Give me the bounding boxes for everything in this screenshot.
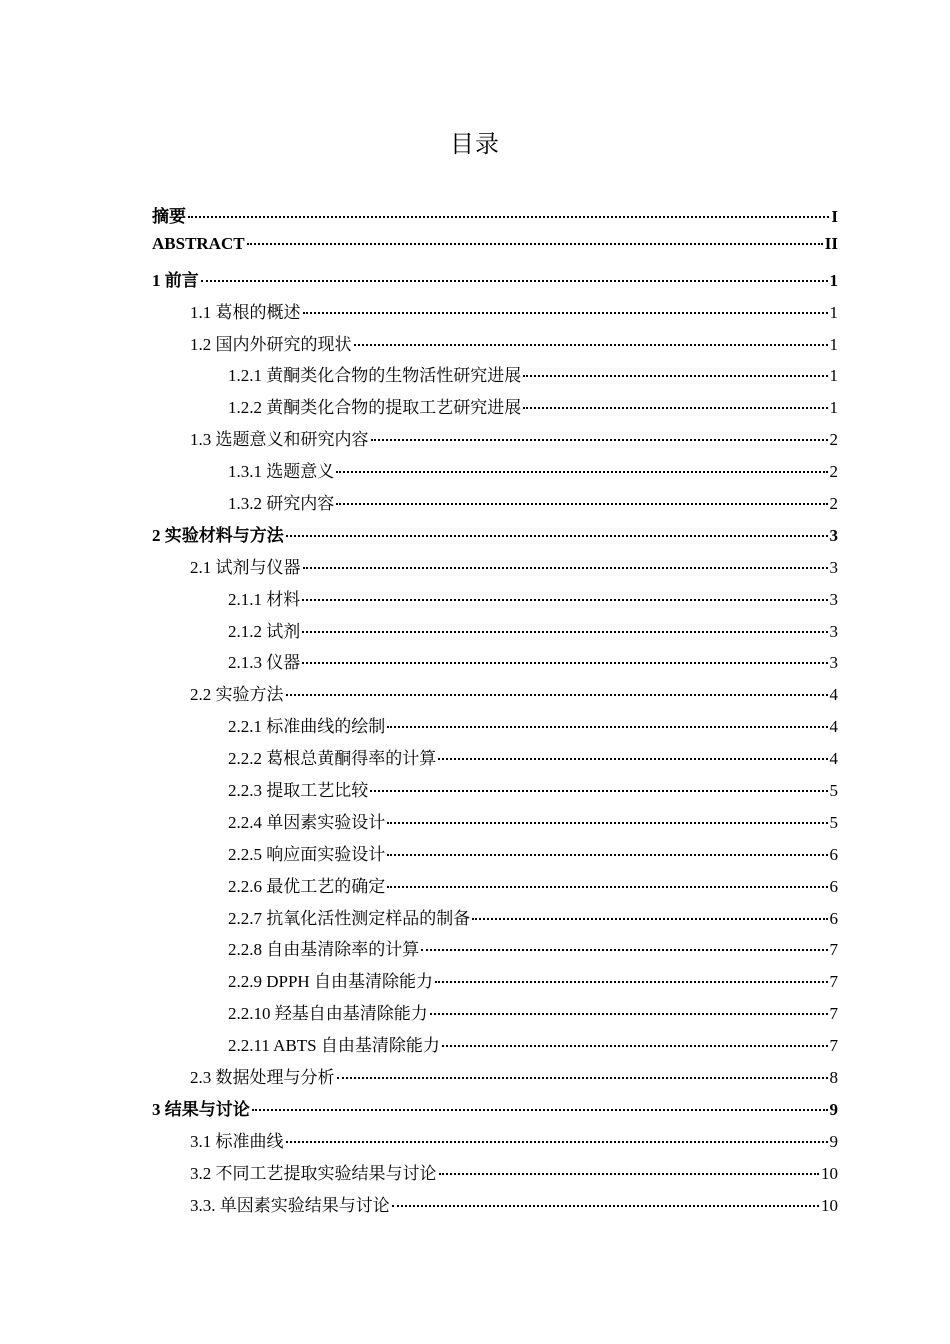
toc-entry-label: 2.2.10 羟基自由基清除能力 — [228, 1004, 428, 1024]
toc-entry-label: 2.2.3 提取工艺比较 — [228, 781, 369, 801]
toc-entry[interactable] — [152, 904, 838, 936]
toc-entry-label: 2.1.3 仪器 — [228, 653, 301, 673]
toc-dot-leader — [247, 243, 823, 245]
toc-entry-label: 1.2 国内外研究的现状 — [190, 334, 352, 354]
toc-dot-leader — [438, 758, 827, 760]
toc-entry-label: 1 前言 — [152, 270, 199, 290]
toc-entry-label: 3.3. 单因素实验结果与讨论 — [190, 1195, 390, 1215]
toc-entry[interactable] — [152, 361, 838, 393]
toc-dot-leader — [252, 1109, 828, 1111]
toc-dot-leader — [523, 375, 827, 377]
toc-entry[interactable] — [152, 298, 838, 330]
toc-dot-leader — [421, 949, 827, 951]
toc-entry-label: 2.1 试剂与仪器 — [190, 557, 301, 577]
toc-entry-label: 2.2 实验方法 — [190, 685, 284, 705]
toc-entry-label: 2 实验材料与方法 — [152, 525, 284, 545]
toc-entry-page-number: 4 — [829, 717, 838, 737]
toc-entry-label: 2.2.2 葛根总黄酮得率的计算 — [228, 749, 437, 769]
toc-dot-leader — [435, 981, 828, 983]
toc-entry-label: 摘要 — [152, 207, 186, 226]
toc-entry[interactable] — [152, 1063, 838, 1095]
toc-entry-page-number: 1 — [829, 334, 838, 354]
toc-entry-page-number: 6 — [829, 844, 838, 864]
toc-entry[interactable] — [152, 872, 838, 904]
toc-entry[interactable] — [152, 999, 838, 1031]
toc-entry-label: 2.2.6 最优工艺的确定 — [228, 876, 386, 896]
toc-entry-page-number: 6 — [829, 876, 838, 896]
toc-entry-page-number: 6 — [829, 908, 838, 928]
toc-dot-leader — [387, 822, 827, 824]
toc-entry-label: 2.3 数据处理与分析 — [190, 1068, 335, 1088]
toc-entry-page-number: 1 — [829, 302, 838, 322]
toc-dot-leader — [336, 503, 827, 505]
toc-dot-leader — [439, 1173, 820, 1175]
toc-entry[interactable] — [152, 393, 838, 425]
toc-entry-page-number: II — [824, 233, 838, 253]
toc-entry-page-number: 4 — [829, 685, 838, 705]
toc-entry-page-number: 3 — [829, 653, 838, 673]
toc-entry[interactable] — [152, 617, 838, 649]
toc-entry-page-number: I — [831, 207, 838, 226]
toc-entry-label: 2.2.1 标准曲线的绘制 — [228, 717, 386, 737]
toc-entry[interactable] — [152, 1159, 838, 1191]
toc-entry-page-number: 7 — [829, 940, 838, 960]
toc-entry-page-number: 5 — [829, 781, 838, 801]
toc-entry-page-number: 4 — [829, 749, 838, 769]
toc-dot-leader — [303, 567, 828, 569]
toc-entry-label: ABSTRACT — [152, 233, 245, 253]
toc-entry[interactable] — [152, 202, 838, 234]
toc-entry[interactable] — [152, 1191, 838, 1223]
toc-dot-leader — [387, 854, 827, 856]
toc-entry-label: 1.1 葛根的概述 — [190, 302, 301, 322]
toc-entry[interactable] — [152, 744, 838, 776]
toc-entry-page-number: 9 — [829, 1131, 838, 1151]
table-of-contents — [152, 202, 838, 1223]
toc-dot-leader — [336, 471, 827, 473]
toc-entry[interactable] — [152, 585, 838, 617]
toc-entry-label: 1.3.2 研究内容 — [228, 494, 335, 514]
toc-entry[interactable] — [152, 489, 838, 521]
toc-dot-leader — [472, 918, 827, 920]
toc-entry-page-number: 7 — [829, 1036, 838, 1056]
toc-entry-page-number: 3 — [829, 589, 838, 609]
toc-entry-page-number: 5 — [829, 812, 838, 832]
toc-dot-leader — [286, 535, 828, 537]
toc-entry-page-number: 2 — [829, 430, 838, 450]
toc-entry-page-number: 3 — [829, 557, 838, 577]
toc-entry-label: 2.1.1 材料 — [228, 589, 301, 609]
toc-entry[interactable] — [152, 712, 838, 744]
toc-entry[interactable] — [152, 521, 838, 553]
toc-entry[interactable] — [152, 935, 838, 967]
toc-entry-label: 2.2.9 DPPH 自由基清除能力 — [228, 972, 433, 992]
toc-dot-leader — [387, 886, 827, 888]
toc-entry[interactable] — [152, 776, 838, 808]
toc-dot-leader — [387, 726, 827, 728]
toc-dot-leader — [188, 216, 829, 218]
toc-entry-page-number: 9 — [829, 1099, 838, 1119]
toc-entry[interactable] — [152, 553, 838, 585]
toc-entry-page-number: 3 — [829, 621, 838, 641]
toc-entry-page-number: 7 — [829, 972, 838, 992]
toc-entry-label: 2.2.5 响应面实验设计 — [228, 844, 386, 864]
toc-entry[interactable] — [152, 1031, 838, 1063]
toc-dot-leader — [303, 312, 828, 314]
toc-entry-label: 1.3.1 选题意义 — [228, 462, 335, 482]
toc-entry[interactable] — [152, 425, 838, 457]
toc-entry-label: 2.2.8 自由基清除率的计算 — [228, 940, 420, 960]
toc-entry[interactable] — [152, 1127, 838, 1159]
toc-entry[interactable] — [152, 680, 838, 712]
toc-entry-label: 2.2.7 抗氧化活性测定样品的制备 — [228, 908, 471, 928]
toc-entry-page-number: 1 — [829, 398, 838, 418]
toc-entry[interactable] — [152, 808, 838, 840]
toc-entry-page-number: 8 — [829, 1068, 838, 1088]
toc-entry-label: 3.1 标准曲线 — [190, 1131, 284, 1151]
toc-entry-page-number: 2 — [829, 494, 838, 514]
toc-dot-leader — [286, 694, 828, 696]
toc-dot-leader — [354, 344, 828, 346]
toc-dot-leader — [201, 280, 828, 282]
toc-dot-leader — [370, 790, 827, 792]
toc-entry-label: 1.2.1 黄酮类化合物的生物活性研究进展 — [228, 366, 522, 386]
toc-dot-leader — [302, 631, 827, 633]
toc-dot-leader — [392, 1205, 819, 1207]
toc-entry[interactable] — [152, 1095, 838, 1127]
toc-entry[interactable] — [152, 967, 838, 999]
toc-entry-label: 2.2.11 ABTS 自由基清除能力 — [228, 1036, 440, 1056]
toc-entry-page-number: 7 — [829, 1004, 838, 1024]
toc-dot-leader — [442, 1045, 828, 1047]
toc-entry[interactable] — [152, 266, 838, 298]
toc-dot-leader — [302, 599, 827, 601]
toc-entry[interactable] — [152, 234, 838, 266]
toc-dot-leader — [302, 662, 827, 664]
toc-dot-leader — [430, 1013, 828, 1015]
page-title: 目录 — [450, 130, 500, 158]
toc-entry-label: 1.2.2 黄酮类化合物的提取工艺研究进展 — [228, 398, 522, 418]
toc-dot-leader — [286, 1141, 828, 1143]
toc-entry[interactable] — [152, 648, 838, 680]
toc-entry-page-number: 1 — [829, 270, 838, 290]
toc-dot-leader — [371, 439, 828, 441]
toc-entry-page-number: 1 — [829, 366, 838, 386]
toc-dot-leader — [523, 407, 827, 409]
toc-entry-label: 1.3 选题意义和研究内容 — [190, 430, 369, 450]
toc-entry-label: 3.2 不同工艺提取实验结果与讨论 — [190, 1163, 437, 1183]
toc-entry-page-number: 2 — [829, 462, 838, 482]
toc-entry-page-number: 10 — [821, 1195, 838, 1215]
toc-entry[interactable] — [152, 330, 838, 362]
toc-entry[interactable] — [152, 457, 838, 489]
toc-entry-page-number: 10 — [821, 1163, 838, 1183]
toc-entry-label: 2.2.4 单因素实验设计 — [228, 812, 386, 832]
toc-entry[interactable] — [152, 840, 838, 872]
toc-dot-leader — [337, 1077, 828, 1079]
toc-entry-label: 2.1.2 试剂 — [228, 621, 301, 641]
toc-entry-label: 3 结果与讨论 — [152, 1099, 250, 1119]
toc-entry-page-number: 3 — [829, 525, 838, 545]
